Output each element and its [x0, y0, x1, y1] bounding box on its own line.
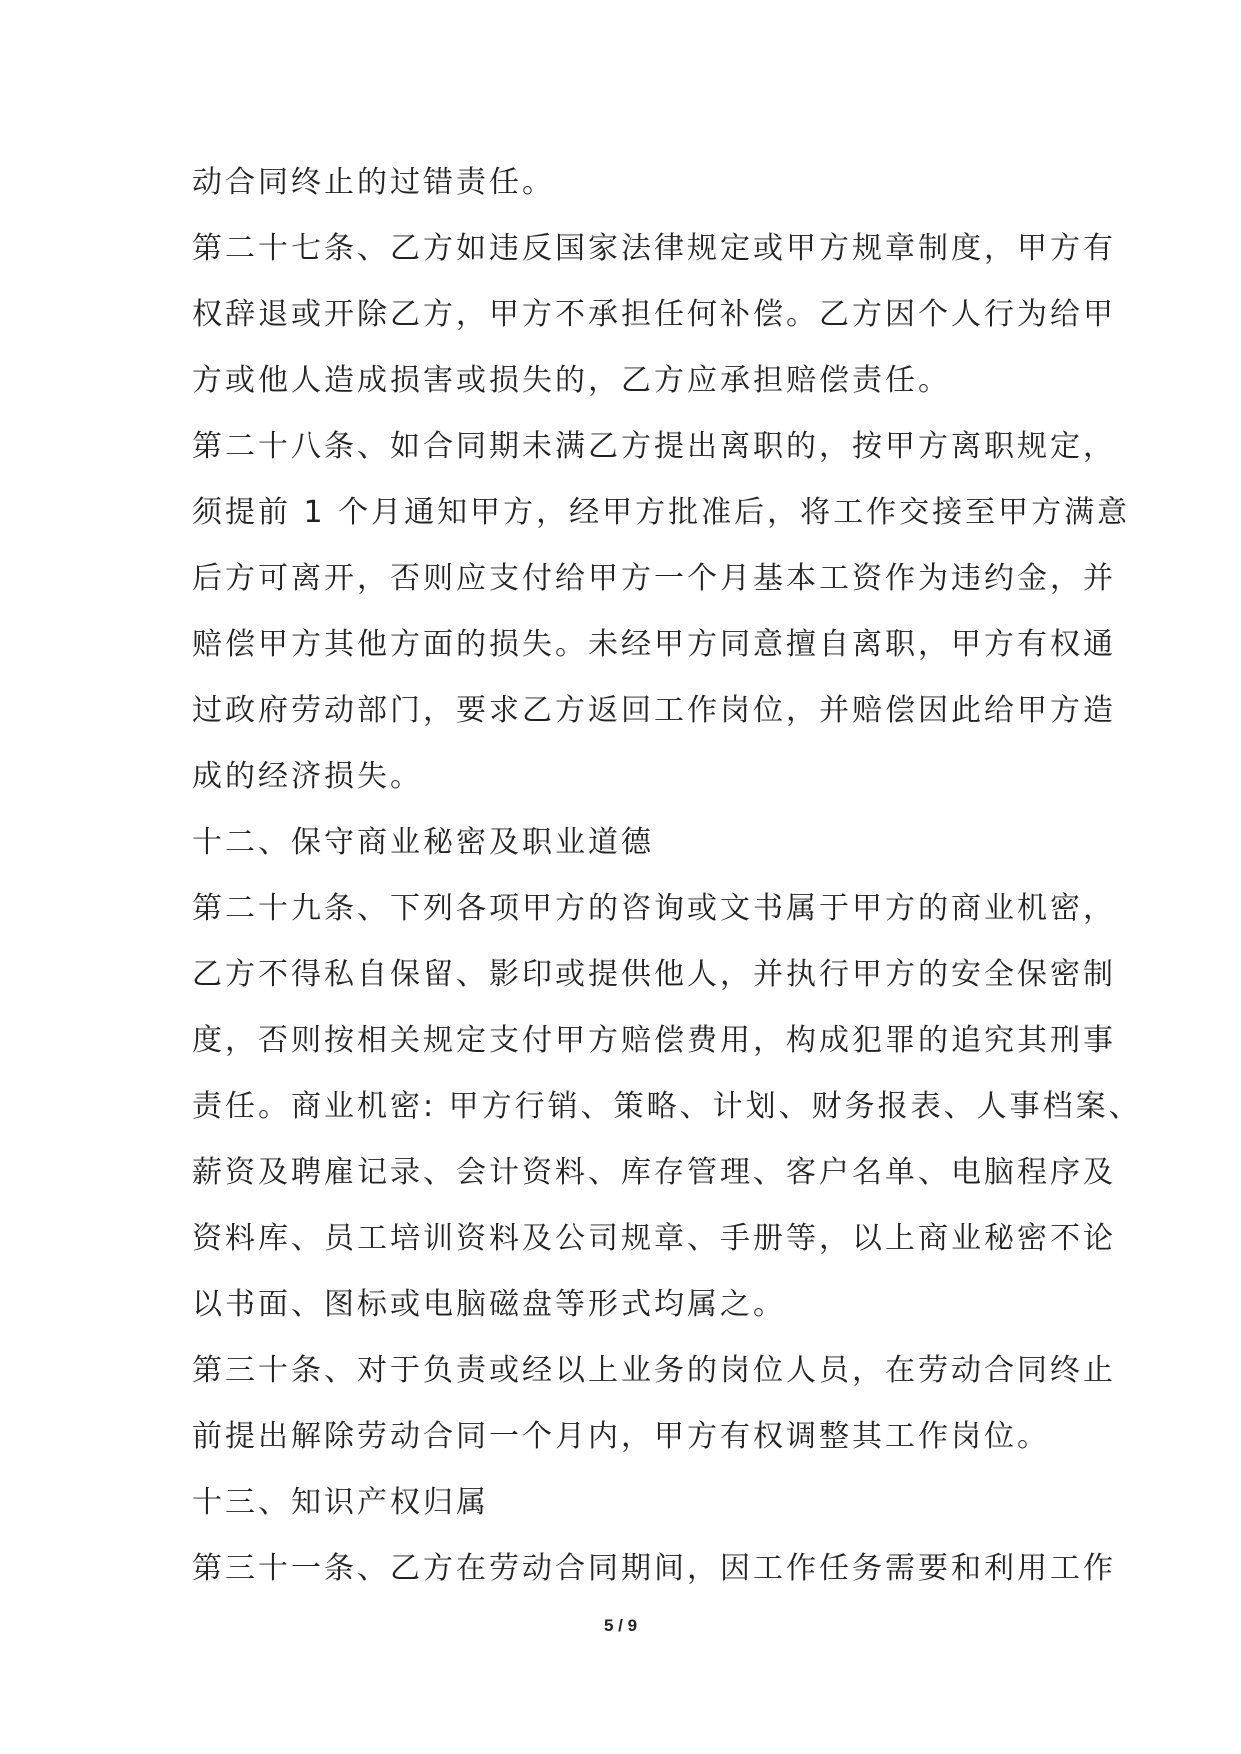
text-line: 过政府劳动部门，要求乙方返回工作岗位，并赔偿因此给甲方造	[192, 693, 1116, 728]
text-line: 赔偿甲方其他方面的损失。未经甲方同意擅自离职，甲方有权通	[192, 627, 1116, 662]
document-body	[192, 150, 1142, 1602]
text-line: 资料库、员工培训资料及公司规章、手册等，以上商业秘密不论	[192, 1221, 1116, 1256]
text-line: 第二十八条、如合同期未满乙方提出离职的，按甲方离职规定，	[192, 429, 1116, 464]
text-line: 第二十七条、乙方如违反国家法律规定或甲方规章制度，甲方有	[192, 231, 1116, 266]
text-line: 第二十九条、下列各项甲方的咨询或文书属于甲方的商业机密，	[192, 891, 1116, 926]
text-line: 责任。商业机密: 甲方行销、策略、计划、财务报表、人事档案、	[192, 1089, 1142, 1124]
text-line: 动合同终止的过错责任。	[192, 165, 555, 200]
text-line: 前提出解除劳动合同一个月内，甲方有权调整其工作岗位。	[192, 1419, 1050, 1454]
text-line: 第三十一条、乙方在劳动合同期间，因工作任务需要和利用工作	[192, 1551, 1116, 1586]
text-line: 乙方不得私自保留、影印或提供他人，并执行甲方的安全保密制	[192, 957, 1116, 992]
text-line: 后方可离开，否则应支付给甲方一个月基本工资作为违约金，并	[192, 561, 1116, 596]
page-number: 5 / 9	[603, 1616, 638, 1635]
text-line: 成的经济损失。	[192, 759, 423, 794]
text-line: 第三十条、对于负责或经以上业务的岗位人员，在劳动合同终止	[192, 1353, 1116, 1388]
text-line: 十三、知识产权归属	[192, 1485, 489, 1520]
text-line: 十二、保守商业秘密及职业道德	[192, 825, 654, 860]
text-line: 方或他人造成损害或损失的，乙方应承担赔偿责任。	[192, 363, 951, 398]
text-line: 须提前 1 个月通知甲方，经甲方批准后，将工作交接至甲方满意	[192, 495, 1131, 530]
text-line: 度，否则按相关规定支付甲方赔偿费用，构成犯罪的追究其刑事	[192, 1023, 1116, 1058]
text-line: 以书面、图标或电脑磁盘等形式均属之。	[192, 1287, 786, 1322]
text-line: 薪资及聘雇记录、会计资料、库存管理、客户名单、电脑程序及	[192, 1155, 1116, 1190]
text-line: 权辞退或开除乙方，甲方不承担任何补偿。乙方因个人行为给甲	[192, 297, 1116, 332]
